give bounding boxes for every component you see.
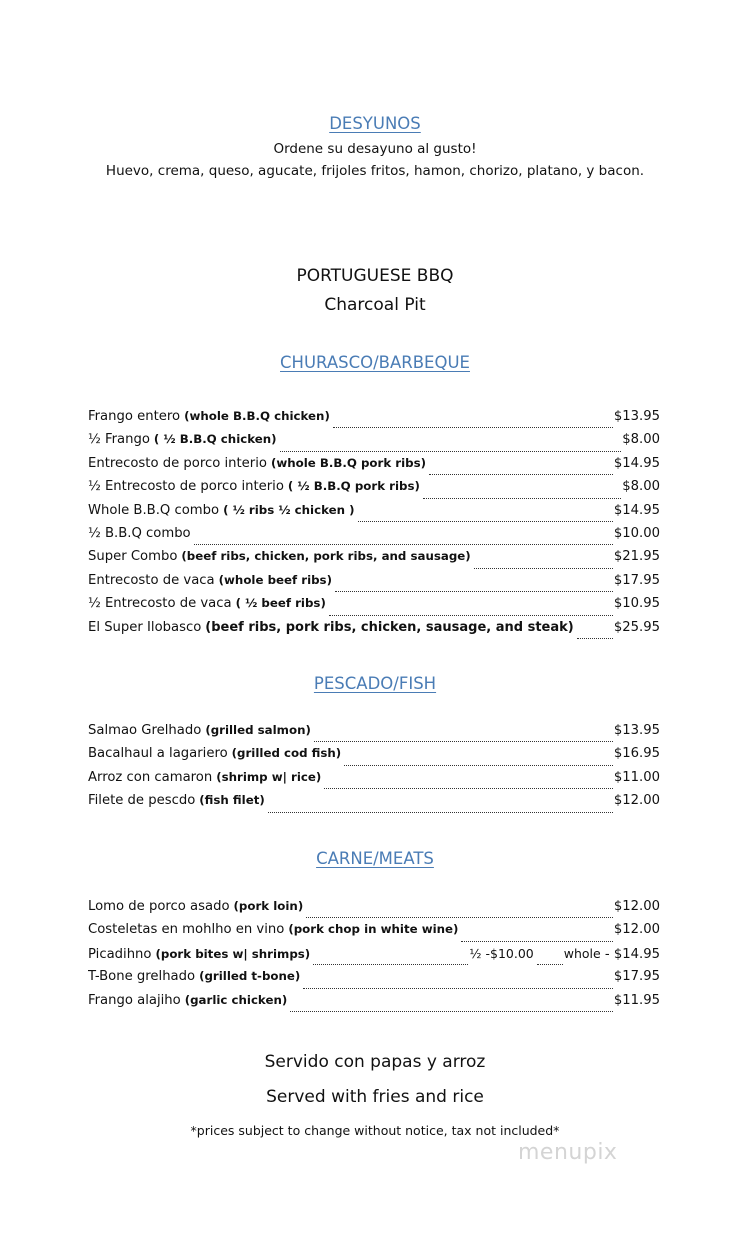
item-name: Super Combo xyxy=(88,549,178,565)
leader-dots xyxy=(314,741,613,742)
leader-dots xyxy=(329,615,613,616)
item-desc: (beef ribs, pork ribs, chicken, sausage, and steak) xyxy=(205,619,574,635)
item-desc: (fish filet) xyxy=(199,793,265,808)
item-desc: (grilled cod fish) xyxy=(231,746,342,761)
item-desc: (pork loin) xyxy=(233,899,304,913)
item-price: $25.95 xyxy=(613,619,660,635)
item-price: $10.00 xyxy=(613,525,660,541)
item-name: ½ Entrecosto de vaca xyxy=(88,596,232,612)
item-name: T-Bone grelhado xyxy=(88,969,196,985)
leader-dots xyxy=(268,812,613,813)
item-name: Entrecosto de porco interio xyxy=(88,455,267,471)
menu-item xyxy=(88,922,660,945)
item-price: - $14.95 xyxy=(600,946,660,962)
item-desc: ( ½ ribs ½ chicken ) xyxy=(223,502,355,517)
desayunos-heading: DESYUNOS xyxy=(329,114,421,133)
menu-item xyxy=(88,503,660,526)
item-price: $12.00 xyxy=(613,793,660,809)
item-price: $16.95 xyxy=(613,746,660,762)
leader-dots xyxy=(344,765,613,766)
leader-dots xyxy=(429,474,613,475)
menu-item xyxy=(88,946,660,969)
menu-item xyxy=(88,409,660,432)
carne-heading: CARNE/MEATS xyxy=(316,849,434,868)
item-name: Picadihno xyxy=(88,946,152,962)
carne-list xyxy=(88,899,660,1016)
item-name: Arroz con camaron xyxy=(88,769,213,785)
menu-item xyxy=(88,993,660,1016)
pescado-heading: PESCADO/FISH xyxy=(313,674,437,693)
item-desc: (whole B.B.Q chicken) xyxy=(184,409,330,423)
menu-item xyxy=(88,432,660,455)
item-desc: (grilled t-bone) xyxy=(199,969,301,984)
menu-item xyxy=(88,793,660,816)
item-price: $12.00 xyxy=(613,899,660,914)
item-name: Frango entero xyxy=(88,409,181,424)
leader-dots xyxy=(280,451,622,452)
pescado-list xyxy=(88,723,660,817)
item-desc: (beef ribs, chicken, pork ribs, and sausage) xyxy=(181,549,471,564)
item-name: ½ Frango xyxy=(88,432,150,448)
leader-dots xyxy=(194,544,613,545)
leader-dots xyxy=(303,988,613,989)
item-desc: ( ½ B.B.Q pork ribs) xyxy=(287,479,420,494)
item-name: ½ B.B.Q combo xyxy=(88,525,191,541)
leader-dots xyxy=(461,941,612,942)
footer-note: *prices subject to change without notice, tax not included* xyxy=(190,1123,560,1138)
item-desc: (pork chop in white wine) xyxy=(288,922,459,937)
item-desc: ( ½ beef ribs) xyxy=(235,596,326,611)
menu-item xyxy=(88,596,660,619)
item-name: Filete de pescdo xyxy=(88,793,196,809)
leader-dots xyxy=(290,1011,613,1012)
item-whole-label: whole xyxy=(563,945,601,961)
leader-dots xyxy=(335,591,613,592)
item-name: Costeletas en mohlho en vino xyxy=(88,922,285,938)
item-desc: ( ½ B.B.Q chicken) xyxy=(153,432,277,447)
footer-line-english: Served with fries and rice xyxy=(266,1087,484,1107)
item-half-price: ½ -$10.00 xyxy=(469,945,534,961)
menu-item xyxy=(88,723,660,746)
item-desc: (shrimp w| rice) xyxy=(216,769,322,784)
item-price: $11.95 xyxy=(613,992,660,1008)
item-price: $14.95 xyxy=(613,502,660,518)
leader-dots xyxy=(537,964,563,965)
menupix-watermark: menupix xyxy=(518,1140,618,1165)
leader-dots xyxy=(474,568,613,569)
item-name: Entrecosto de vaca xyxy=(88,572,215,588)
item-price: $14.95 xyxy=(613,455,660,471)
item-name: ½ Entrecosto de porco interio xyxy=(88,479,284,495)
menu-item xyxy=(88,899,660,922)
item-desc: (pork bites w| shrimps) xyxy=(155,946,311,961)
item-price: $13.95 xyxy=(613,723,660,738)
menu-item xyxy=(88,620,660,643)
item-desc: (grilled salmon) xyxy=(205,723,311,737)
item-price: $17.95 xyxy=(613,572,660,588)
item-name: Whole B.B.Q combo xyxy=(88,502,220,518)
footer-line-spanish: Servido con papas y arroz xyxy=(264,1052,486,1072)
item-price: $21.95 xyxy=(613,549,660,565)
item-price: $8.00 xyxy=(622,432,660,448)
churasco-list xyxy=(88,409,660,643)
desayunos-line-2: Huevo, crema, queso, agucate, frijoles fritos, hamon, chorizo, platano, y bacon. xyxy=(105,163,645,179)
leader-dots xyxy=(313,964,468,965)
item-price: $17.95 xyxy=(613,969,660,985)
item-name: Lomo de porco asado xyxy=(88,899,230,914)
leader-dots xyxy=(423,498,621,499)
leader-dots xyxy=(306,917,613,918)
leader-dots xyxy=(577,638,613,639)
item-price: $11.00 xyxy=(613,769,660,785)
item-price: $10.95 xyxy=(613,596,660,612)
bbq-subtitle: Charcoal Pit xyxy=(324,295,426,315)
menu-item xyxy=(88,479,660,502)
desayunos-line-1: Ordene su desayuno al gusto! xyxy=(273,141,477,157)
menu-item xyxy=(88,549,660,572)
item-name: Bacalhaul a lagariero xyxy=(88,746,228,762)
churasco-heading: CHURASCO/BARBEQUE xyxy=(280,353,470,372)
item-price: $12.00 xyxy=(613,922,660,938)
item-desc: (garlic chicken) xyxy=(184,992,288,1007)
leader-dots xyxy=(324,788,613,789)
item-name: Salmao Grelhado xyxy=(88,723,202,738)
menu-item xyxy=(88,526,660,549)
bbq-title: PORTUGUESE BBQ xyxy=(296,266,454,286)
menu-item xyxy=(88,456,660,479)
menu-item xyxy=(88,969,660,992)
menu-item xyxy=(88,746,660,769)
item-price: $8.00 xyxy=(622,479,660,495)
item-name: Frango alajiho xyxy=(88,992,181,1008)
leader-dots xyxy=(358,521,613,522)
item-price: $13.95 xyxy=(613,409,660,424)
menu-item xyxy=(88,770,660,793)
leader-dots xyxy=(333,427,613,428)
item-desc: (whole beef ribs) xyxy=(218,572,332,587)
item-name: El Super Ilobasco xyxy=(88,619,202,635)
menu-item xyxy=(88,573,660,596)
item-desc: (whole B.B.Q pork ribs) xyxy=(270,455,427,470)
